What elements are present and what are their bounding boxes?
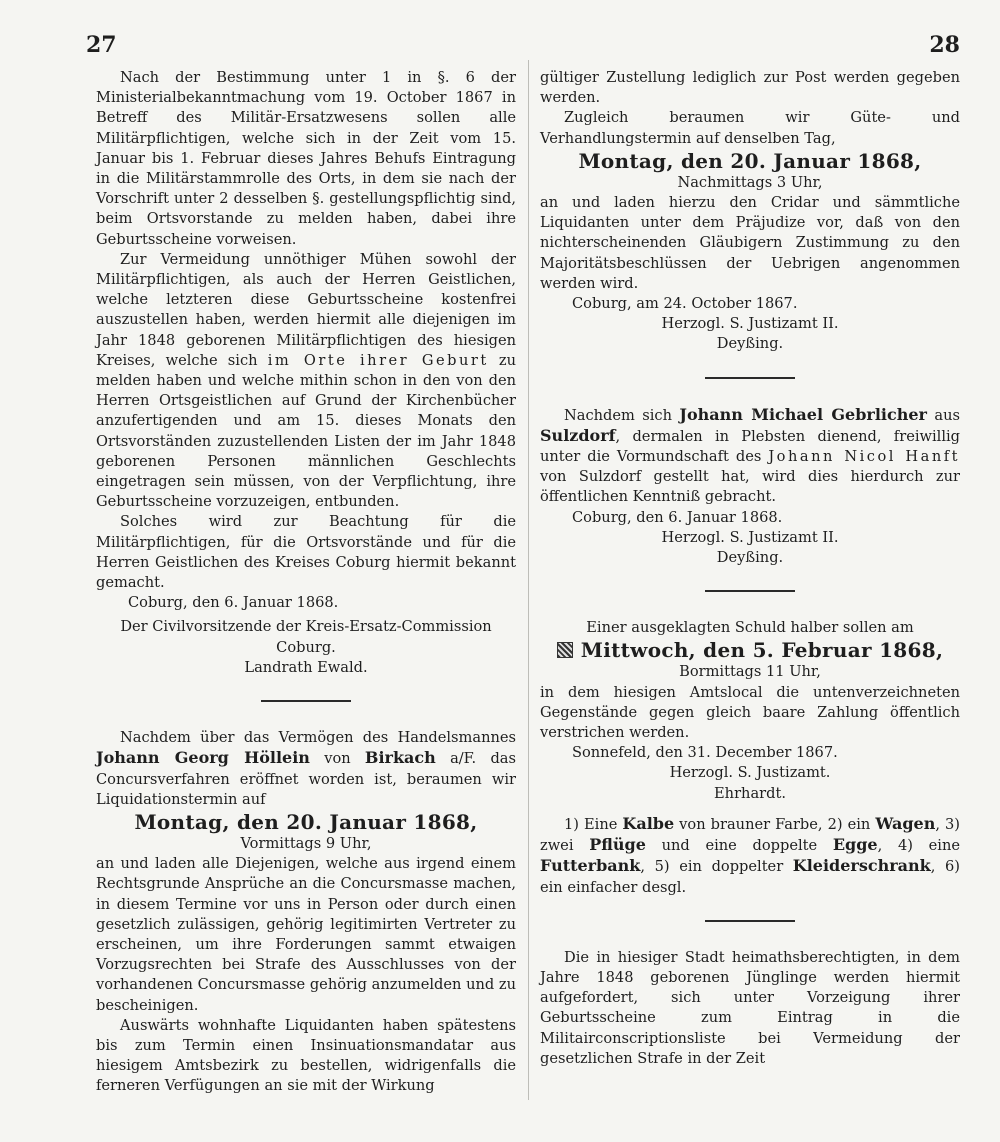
signature-line: Coburg. (276, 638, 336, 656)
text-run: aus (926, 406, 960, 424)
auction-item: Wagen (875, 813, 936, 833)
signature-line: Deyßing. (716, 335, 784, 353)
page-number-right: 28 (929, 32, 960, 58)
notice-paragraph: Auswärts wohnhafte Liquidanten haben spätestens bis zum Termin einen Insinuationsmandatar aus hiesigem Amtsbezirk zu bestellen, widrigenfalls die ferneren Verfügungen an sie mit der Wirkung (96, 1016, 516, 1095)
page-number-left: 27 (86, 32, 117, 58)
signature-line: Herzogl. S. Justizamt II. (661, 528, 839, 546)
text-run: zu melden haben und welche mithin schon in den von den Herren Ortsgeistlichen auf Grund der Kirchenbücher anzufertigenden und am 15. dieses Monats den Ortsvorständen zuzustellenden Listen der im Jahr 1848 geborenen Personen männlichen Geschlechts eingetragen sein müssen, von der Verpflichtung, ihre Geburtsscheine vorzuzeigen, entbunden. (96, 351, 516, 511)
signature-line: Ehrhardt. (714, 784, 786, 802)
signature-line: Herzogl. S. Justizamt. (669, 764, 831, 782)
notice-date: Coburg, am 24. October 1867. (572, 295, 798, 313)
text-run: von (309, 750, 365, 768)
signature-line: Landrath Ewald. (244, 658, 368, 676)
text-run: , 6) ein einfacher desgl. (540, 858, 960, 896)
date-heading: Montag, den 20. Januar 1868, (134, 809, 478, 834)
notice-date: Coburg, den 6. Januar 1868. (128, 594, 339, 612)
left-column (96, 68, 516, 1097)
concurs-notice (96, 728, 516, 1096)
notice-date: Coburg, den 6. Januar 1868. (572, 508, 783, 526)
notice-paragraph (96, 728, 516, 810)
date-heading (540, 638, 960, 662)
emphasized-text: im Orte ihrer Geburt (267, 351, 489, 369)
text-run: Nachdem sich (564, 406, 680, 424)
date-heading: Montag, den 20. Januar 1868, (578, 148, 922, 173)
guardian-name: Johann Nicol Hanft (768, 448, 960, 466)
separator-rule (705, 920, 795, 922)
notice-paragraph: Die in hiesiger Stadt heimathsberechtigten, in dem Jahre 1848 geborenen Jünglinge werden hiermit aufgefordert, sich unter Vorzeigung ihrer Geburtsscheine zum Eintrag in die Militairconscriptionsliste bei Vermeidung der gesetzlichen Strafe in der Zeit (540, 948, 960, 1067)
item-list (540, 814, 960, 898)
notice-paragraph: Einer ausgeklagten Schuld halber sollen am (586, 619, 914, 637)
concurs-notice-continued (540, 68, 960, 355)
separator-rule (261, 700, 351, 702)
auction-notice (540, 618, 960, 897)
text-run: von Sulzdorf gestellt hat, wird dies hierdurch zur öffentlichen Kenntniß gebracht. (540, 468, 960, 506)
text-run: 1) Eine (564, 815, 623, 833)
notice-date: Sonnefeld, den 31. December 1867. (572, 744, 838, 762)
notice-paragraph: an und laden hierzu den Cridar und sämmtliche Liquidanten unter dem Präjudize vor, daß von den nichterscheinenden Gläubigern Zustimmung zu den Majoritätsbeschlüssen der Uebrigen angenommen werden wird. (540, 194, 960, 292)
place-name: Sulzdorf (540, 425, 616, 445)
text-run: Zur Vermeidung unnöthiger Mühen sowohl der Militärpflichtigen, als auch der Herren Geistlichen, welche letzteren diese Geburtsscheine kostenfrei auszustellen haben, werden hiermit alle diejenigen im Jahr 1848 geborenen Militärpflichtigen des hiesigen Kreises, welche sich (96, 250, 516, 369)
column-divider (528, 60, 529, 1100)
printer-ornament-icon (557, 642, 573, 658)
auction-item: Kleiderschrank (792, 856, 931, 876)
place-name: Birkach (364, 748, 436, 768)
guardianship-notice (540, 405, 960, 569)
text-run: Nachdem über das Vermögen des Handelsmannes (120, 729, 516, 747)
right-column (540, 68, 960, 1069)
notice-paragraph: Nach der Bestimmung unter 1 in §. 6 der Ministerialbekanntmachung vom 19. October 1867 in Betreff des Militär-Ersatzwesens sollen alle Militärpflichtigen, welche sich in der Zeit vom 15. Januar bis 1. Februar dieses Jahres Behufs Eintragung in die Militärstammrolle des Orts, in dem sie nach der Vorschrift unter 2 desselben §. gestellungspflichtig sind, beim Ortsvorstande zu melden haben, dabei ihre Geburtsscheine vorweisen. (96, 69, 516, 248)
text-run: , 3) zwei (540, 815, 960, 855)
notice-paragraph (540, 405, 960, 508)
heading-text: Mittwoch, den 5. Februar 1868, (580, 638, 944, 663)
separator-rule (705, 377, 795, 379)
person-name: Johann Michael Gebrlicher (679, 404, 927, 424)
auction-item: Kalbe (622, 813, 675, 833)
notice-paragraph: gültiger Zustellung lediglich zur Post werden gegeben werden. (540, 69, 960, 107)
military-notice (96, 68, 516, 678)
notice-paragraph: Solches wird zur Beachtung für die Militärpflichtigen, für die Ortsvorstände und für die Herren Geistlichen des Kreises Coburg hiermit bekannt gemacht. (96, 513, 516, 592)
notice-paragraph: in dem hiesigen Amtslocal die untenverzeichneten Gegenstände gegen gleich baare Zahlung öffentlich verstrichen werden. (540, 683, 960, 742)
time-line: Bormittags 11 Uhr, (679, 663, 821, 681)
notice-paragraph: an und laden alle Diejenigen, welche aus irgend einem Rechtsgrunde Ansprüche an die Concursmasse machen, in diesem Termine vor uns in Person oder durch einen gesetzlich zulässigen, gehörig legitimirten Vertreter zu erscheinen, um ihre Forderungen sammt etwaigen Vorzugsrechten bei Strafe des Ausschlusses von der vorhandenen Concursmasse gehörig anzumelden und zu bescheinigen. (96, 855, 516, 1014)
text-run: und eine doppelte (645, 837, 833, 855)
text-run: , 4) eine (877, 837, 960, 855)
text-run: , 5) ein doppelter (640, 858, 793, 876)
text-run: a/F. das Concursverfahren eröffnet worden ist, beraumen wir Liquidationstermin auf (96, 750, 516, 808)
signature-line: Herzogl. S. Justizamt II. (661, 315, 839, 333)
text-run: , dermalen in Plebsten dienend, freiwillig unter die Vormundschaft des (540, 427, 960, 466)
auction-item: Egge (832, 835, 878, 855)
separator-rule (705, 590, 795, 592)
person-name: Johann Georg Höllein (96, 748, 310, 768)
text-run: von brauner Farbe, 2) ein (674, 815, 876, 833)
conscription-notice (540, 948, 960, 1069)
signature-line: Deyßing. (716, 549, 784, 567)
time-line: Vormittags 9 Uhr, (240, 834, 372, 852)
auction-item: Pflüge (589, 835, 646, 855)
notice-paragraph (96, 250, 516, 513)
notice-paragraph: Zugleich beraumen wir Güte- und Verhandlungstermin auf denselben Tag, (540, 109, 960, 147)
auction-item: Futterbank (540, 856, 641, 876)
time-line: Nachmittags 3 Uhr, (677, 173, 823, 191)
signature-line: Der Civilvorsitzende der Kreis-Ersatz-Commission (120, 618, 492, 636)
